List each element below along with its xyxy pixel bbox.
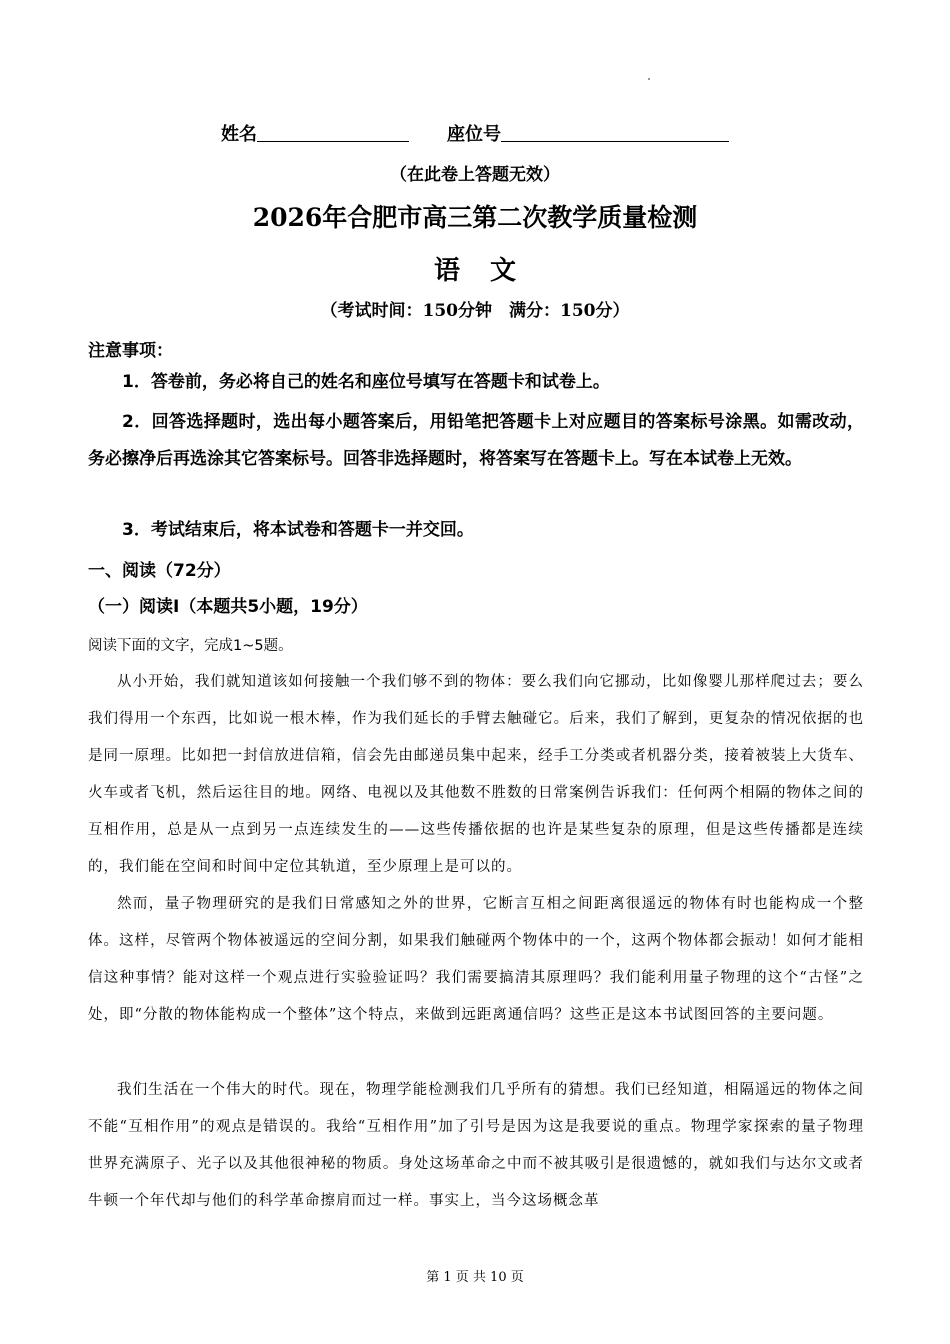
note-item: 2．回答选择题时，选出每小题答案后，用铅笔把答题卡上对应题目的答案标号涂黑。如需改动，务必擦净后再选涂其它答案标号。回答非选择题时，将答案写在答题卡上。写在本试卷上无效。 (88, 412, 864, 469)
seat-blank-line[interactable] (501, 123, 729, 142)
sub-section-title: （一）阅读I（本题共5小题，19分） (88, 597, 368, 617)
passage-paragraph: 然而，量子物理研究的是我们日常感知之外的世界，它断言互相之间距离很遥远的物体有时也能构成一个整体。这样，尽管两个物体被遥远的空间分割，如果我们触碰两个物体中的一个，这两个物体都会振动！如何才能相信这种事情？能对这样一个观点进行实验验证吗？我们需要搞清其原理吗？我们能利用量子物理的这个“古怪”之处，即“分散的物体能构成一个整体”这个特点，来做到远距离通信吗？这些正是这本书试图回答的主要问题。 (88, 896, 864, 1023)
passage-paragraph: 从小开始，我们就知道该如何接触一个我们够不到的物体：要么我们向它挪动，比如像婴儿那样爬过去；要么我们得用一个东西，比如说一根木棒，作为我们延长的手臂去触碰它。后来，我们了解到，更复杂的情况依据的也是同一原理。比如把一封信放进信箱，信会先由邮递员集中起来，经手工分类或者机器分类，接着被装上大货车、火车或者飞机，然后运往目的地。网络、电视以及其他数不胜数的日常案例告诉我们：任何两个相隔的物体之间的互相作用，总是从一点到另一点连续发生的——这些传播依据的也许是某些复杂的原理，但是这些传播都是连续的，我们能在空间和时间中定位其轨道，至少原理上是可以的。 (88, 674, 864, 875)
section-title: 一、阅读（72分） (88, 561, 231, 581)
notes-title: 注意事项： (88, 341, 173, 361)
passage-paragraph: 我们生活在一个伟大的时代。现在，物理学能检测我们几乎所有的猜想。我们已经知道，相隔遥远的物体之间不能“互相作用”的观点是错误的。我给“互相作用”加了引号是因为这是我要说的重点。物理学家探索的量子物理世界充满原子、光子以及其他很神秘的物质。身处这场革命之中而不被其吸引是很遗憾的，就如我们与达尔文或者牛顿一个年代却与他们的科学革命擦肩而过一样。事实上，当今这场概念革 (88, 1082, 864, 1209)
exam-title: 2026年合肥市高三第二次教学质量检测 (252, 203, 698, 232)
invalid-note: （在此卷上答题无效） (390, 165, 560, 185)
candidate-info-row (0, 120, 950, 146)
subject-title: 语文 (433, 256, 546, 286)
name-label: 姓名 (221, 124, 257, 145)
seat-label: 座位号 (447, 124, 501, 145)
page-indicator: 第 1 页 共 10 页 (426, 1270, 524, 1285)
note-item: 1．答卷前，务必将自己的姓名和座位号填写在答题卡和试卷上。 (122, 372, 610, 392)
scan-dot (648, 78, 650, 80)
exam-info: （考试时间：150分钟 满分：150分） (320, 301, 630, 321)
name-blank-line[interactable] (257, 123, 409, 142)
note-item: 3．考试结束后，将本试卷和答题卡一并交回。 (122, 520, 474, 540)
reading-instruction: 阅读下面的文字，完成1~5题。 (88, 638, 293, 654)
